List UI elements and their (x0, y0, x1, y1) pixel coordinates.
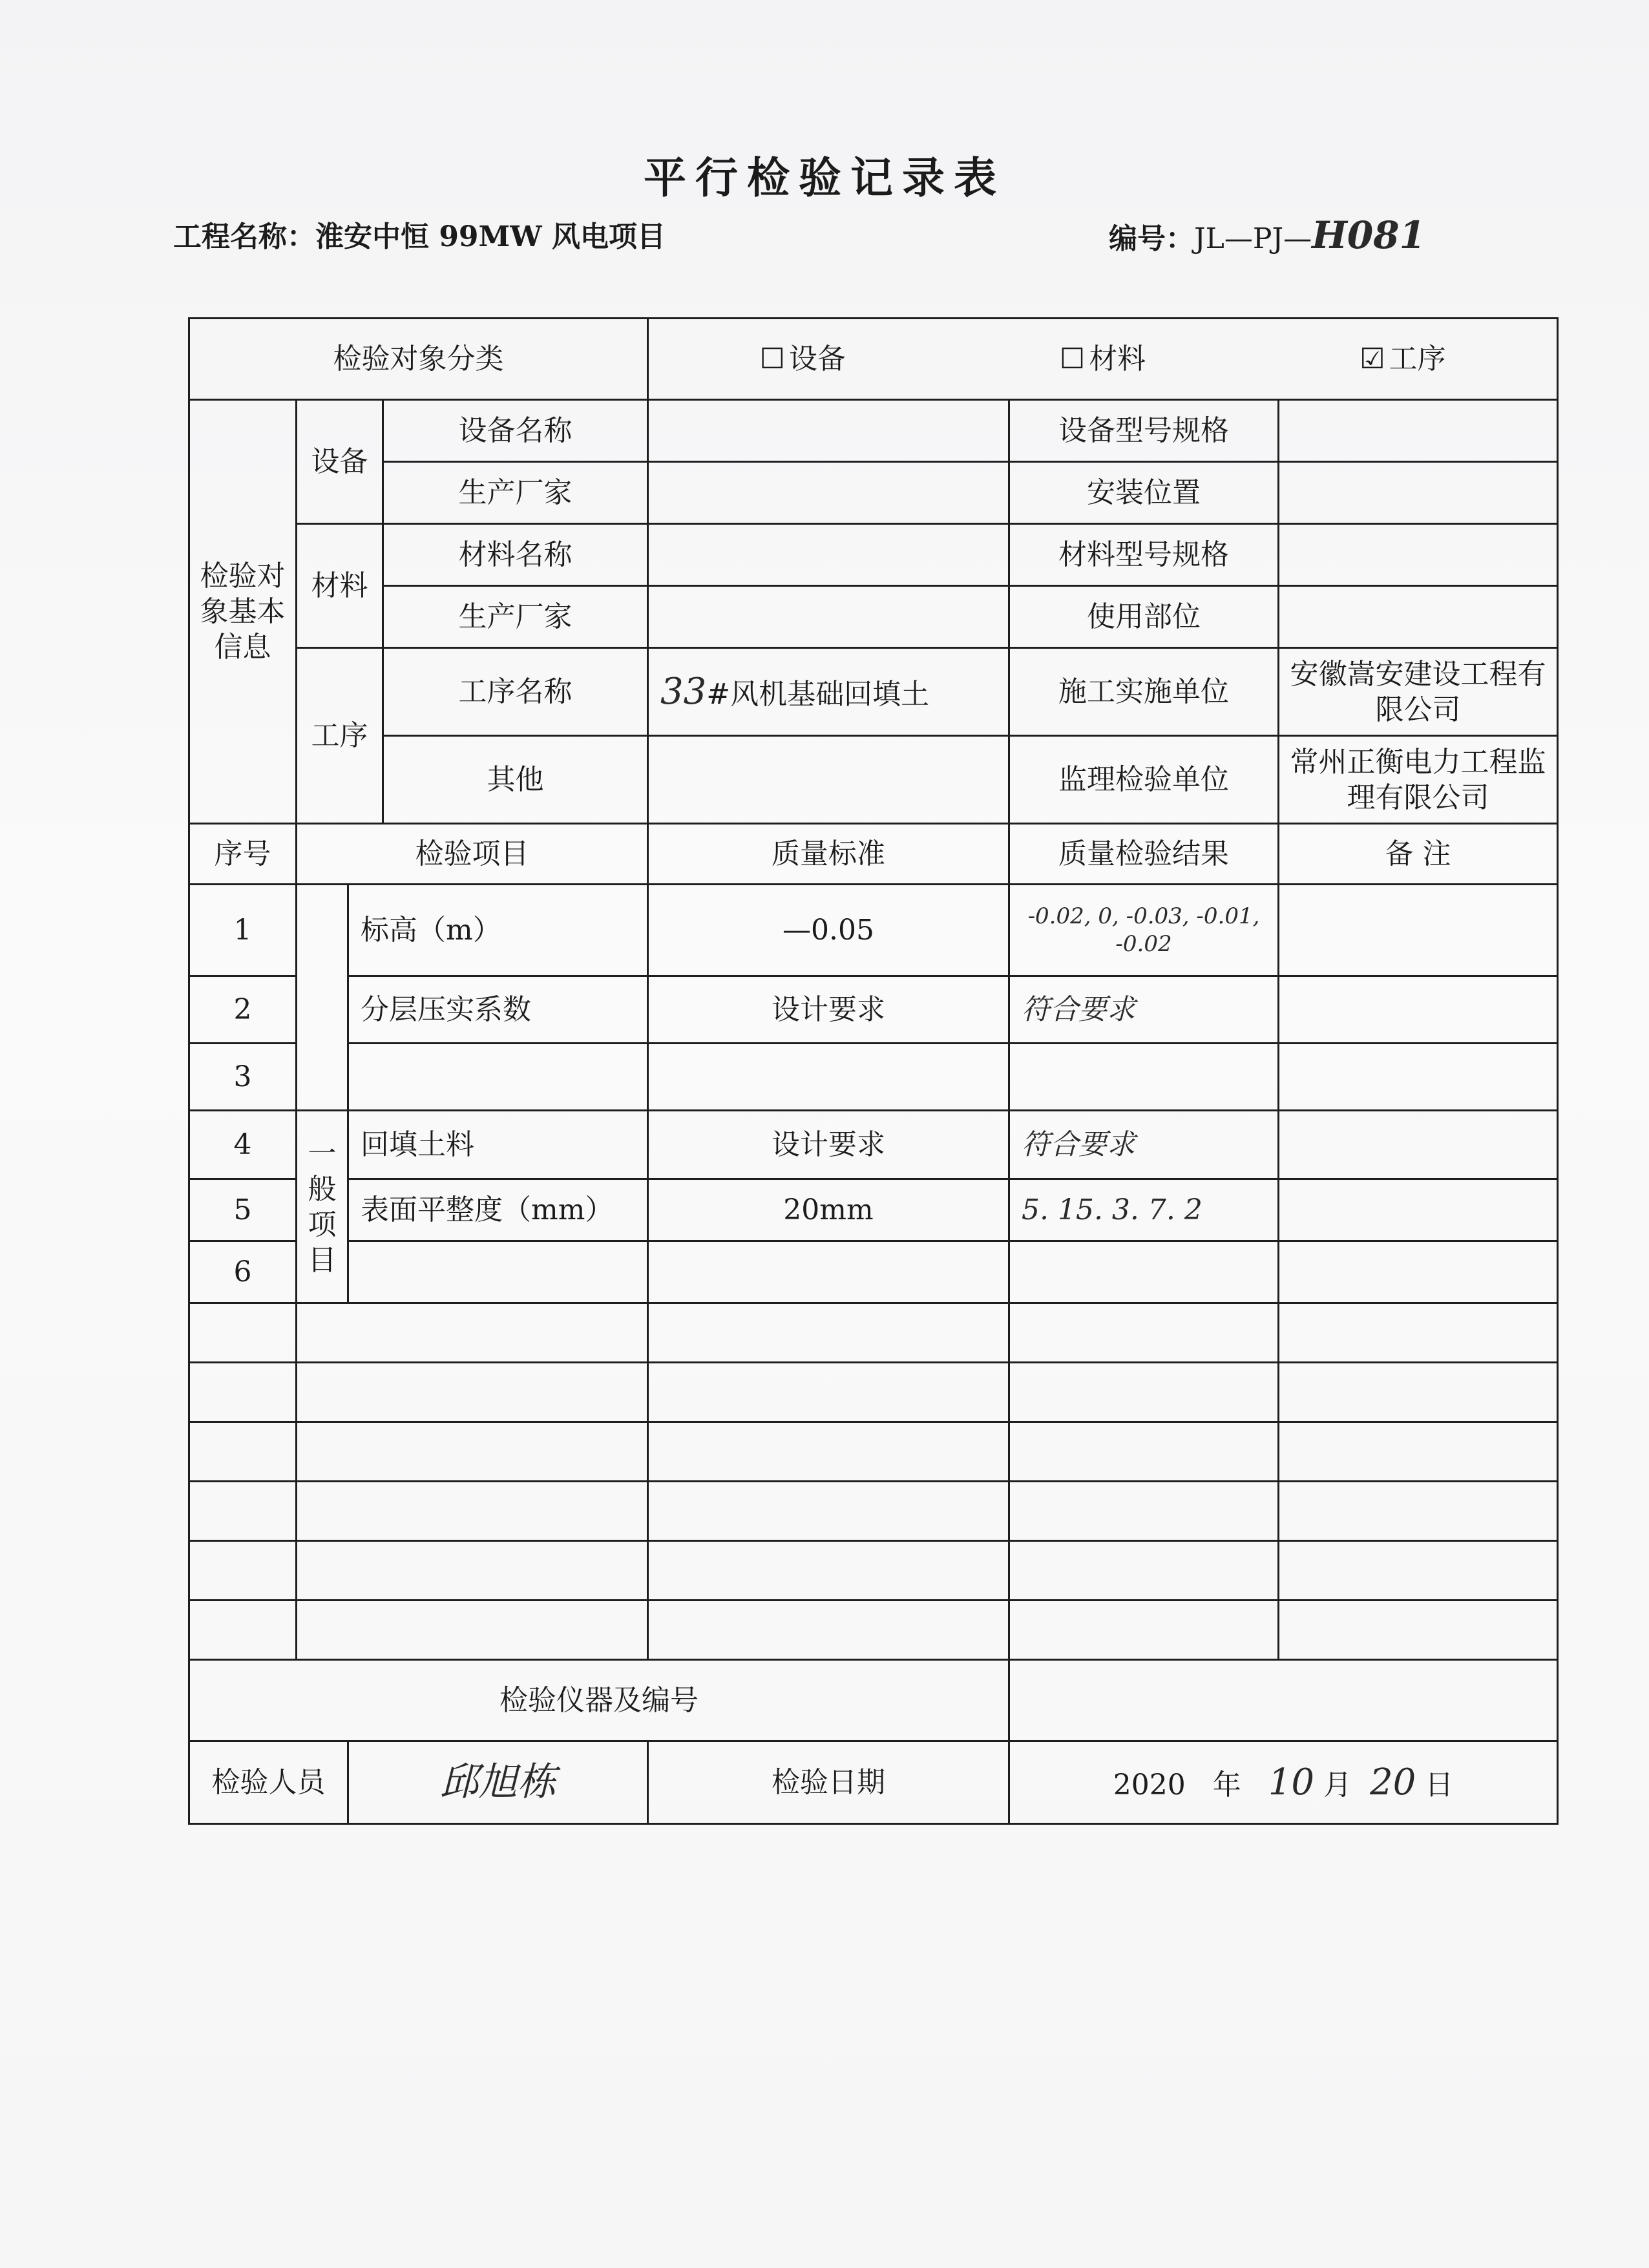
item-header: 检验项目 (297, 824, 648, 885)
material-name-value[interactable] (648, 524, 1009, 586)
equipment-name-label: 设备名称 (383, 400, 648, 462)
seq-header: 序号 (189, 824, 297, 885)
result-header: 质量检验结果 (1009, 824, 1279, 885)
project-name (173, 213, 666, 255)
blank-row (189, 1601, 1558, 1660)
item-row-5 (189, 1179, 1558, 1241)
blank-row (189, 1422, 1558, 1482)
item-result[interactable]: 5. 15. 3. 7. 2 (1009, 1179, 1279, 1241)
equipment-maker-label: 生产厂家 (383, 462, 648, 524)
item-seq: 6 (189, 1241, 297, 1303)
process-name-text: #风机基础回填土 (706, 677, 930, 711)
process-name-value[interactable] (648, 648, 1009, 736)
inspector-signature[interactable]: 邱旭栋 (348, 1741, 648, 1824)
item-remark[interactable] (1279, 976, 1558, 1044)
blank-row (189, 1482, 1558, 1541)
equipment-location-label: 安装位置 (1009, 462, 1279, 524)
option-process-label: 工序 (1389, 342, 1446, 375)
category-row (189, 319, 1558, 400)
checkbox-material[interactable]: ☐ (1059, 342, 1086, 375)
checkbox-equipment[interactable]: ☐ (759, 342, 785, 375)
item-seq: 5 (189, 1179, 297, 1241)
material-model-value[interactable] (1279, 524, 1558, 586)
item-result[interactable]: 符合要求 (1009, 1111, 1279, 1179)
option-equipment-label: 设备 (788, 342, 846, 375)
process-name-row (189, 648, 1558, 736)
project-value: 淮安中恒 99MW 风电项目 (315, 220, 666, 253)
blank-row (189, 1303, 1558, 1363)
item-group-blank (297, 885, 348, 1111)
item-name: 表面平整度（mm） (348, 1179, 648, 1241)
date-year-unit: 年 (1212, 1768, 1241, 1801)
item-standard (648, 1044, 1009, 1111)
process-name-label: 工序名称 (383, 648, 648, 736)
item-result[interactable] (1009, 1241, 1279, 1303)
equipment-location-value[interactable] (1279, 462, 1558, 524)
equipment-maker-row (189, 462, 1558, 524)
item-name: 分层压实系数 (348, 976, 648, 1044)
item-name (348, 1044, 648, 1111)
item-result[interactable]: -0.02, 0, -0.03, -0.01, -0.02 (1009, 885, 1279, 976)
constructor-value[interactable]: 安徽嵩安建设工程有限公司 (1279, 648, 1558, 736)
instrument-label: 检验仪器及编号 (189, 1660, 1009, 1741)
item-row-4 (189, 1111, 1558, 1179)
process-group-label: 工序 (297, 648, 383, 824)
item-seq: 4 (189, 1111, 297, 1179)
option-material[interactable] (1060, 341, 1146, 377)
remark-header: 备 注 (1279, 824, 1558, 885)
material-group-label: 材料 (297, 524, 383, 648)
inspection-record-table (188, 317, 1559, 1825)
equipment-model-value[interactable] (1279, 400, 1558, 462)
process-other-label: 其他 (383, 736, 648, 824)
process-name-hand: 33 (660, 670, 707, 713)
category-label: 检验对象分类 (189, 319, 648, 400)
item-standard (648, 1241, 1009, 1303)
item-remark[interactable] (1279, 1179, 1558, 1241)
instrument-value[interactable] (1009, 1660, 1558, 1741)
instrument-row (189, 1660, 1558, 1741)
equipment-maker-value[interactable] (648, 462, 1009, 524)
supervisor-label: 监理检验单位 (1009, 736, 1279, 824)
item-result[interactable]: 符合要求 (1009, 976, 1279, 1044)
item-seq: 1 (189, 885, 297, 976)
material-maker-value[interactable] (648, 586, 1009, 648)
general-items-label: 一般项目 (297, 1111, 348, 1303)
category-options (648, 319, 1558, 400)
material-usage-label: 使用部位 (1009, 586, 1279, 648)
material-usage-value[interactable] (1279, 586, 1558, 648)
date-month: 10 (1268, 1761, 1314, 1803)
item-remark[interactable] (1279, 1111, 1558, 1179)
equipment-name-value[interactable] (648, 400, 1009, 462)
option-process[interactable] (1360, 341, 1445, 377)
option-material-label: 材料 (1089, 342, 1146, 375)
item-row-6 (189, 1241, 1558, 1303)
item-standard: 设计要求 (648, 1111, 1009, 1179)
item-name: 回填土料 (348, 1111, 648, 1179)
date-year: 2020 (1113, 1768, 1186, 1801)
item-result[interactable] (1009, 1044, 1279, 1111)
date-label: 检验日期 (648, 1741, 1009, 1824)
signature-row (189, 1741, 1558, 1824)
equipment-group-label: 设备 (297, 400, 383, 524)
page-title: 平行检验记录表 (644, 152, 1005, 203)
item-row-1 (189, 885, 1558, 976)
equipment-name-row (189, 400, 1558, 462)
inspector-label: 检验人员 (189, 1741, 348, 1824)
option-equipment[interactable] (759, 341, 845, 377)
date-day: 20 (1369, 1761, 1416, 1803)
item-seq: 3 (189, 1044, 297, 1111)
item-standard: 设计要求 (648, 976, 1009, 1044)
item-row-2 (189, 976, 1558, 1044)
checkbox-process[interactable]: ☑ (1360, 342, 1385, 375)
items-header-row (189, 824, 1558, 885)
date-month-unit: 月 (1323, 1768, 1352, 1801)
item-name (348, 1241, 648, 1303)
date-value[interactable] (1009, 1741, 1558, 1824)
process-other-value[interactable] (648, 736, 1009, 824)
process-other-row (189, 736, 1558, 824)
supervisor-value[interactable]: 常州正衡电力工程监理有限公司 (1279, 736, 1558, 824)
blank-row (189, 1541, 1558, 1601)
item-seq: 2 (189, 976, 297, 1044)
blank-row (189, 1363, 1558, 1422)
material-maker-row (189, 586, 1558, 648)
item-remark[interactable] (1279, 1241, 1558, 1303)
item-name: 标高（m） (348, 885, 648, 976)
serial-prefix: JL—PJ— (1194, 222, 1312, 255)
material-name-label: 材料名称 (383, 524, 648, 586)
item-row-3 (189, 1044, 1558, 1111)
serial-number (1109, 213, 1425, 257)
serial-handwritten: H081 (1312, 213, 1425, 257)
project-label: 工程名称： (173, 220, 315, 253)
item-standard: 20mm (648, 1179, 1009, 1241)
serial-label: 编号： (1109, 222, 1194, 255)
material-name-row (189, 524, 1558, 586)
item-remark[interactable] (1279, 885, 1558, 976)
date-day-unit: 日 (1425, 1768, 1454, 1801)
item-standard: —0.05 (648, 885, 1009, 976)
material-maker-label: 生产厂家 (383, 586, 648, 648)
equipment-model-label: 设备型号规格 (1009, 400, 1279, 462)
constructor-label: 施工实施单位 (1009, 648, 1279, 736)
standard-header: 质量标准 (648, 824, 1009, 885)
material-model-label: 材料型号规格 (1009, 524, 1279, 586)
basic-info-label: 检验对象基本信息 (189, 400, 297, 824)
item-remark[interactable] (1279, 1044, 1558, 1111)
